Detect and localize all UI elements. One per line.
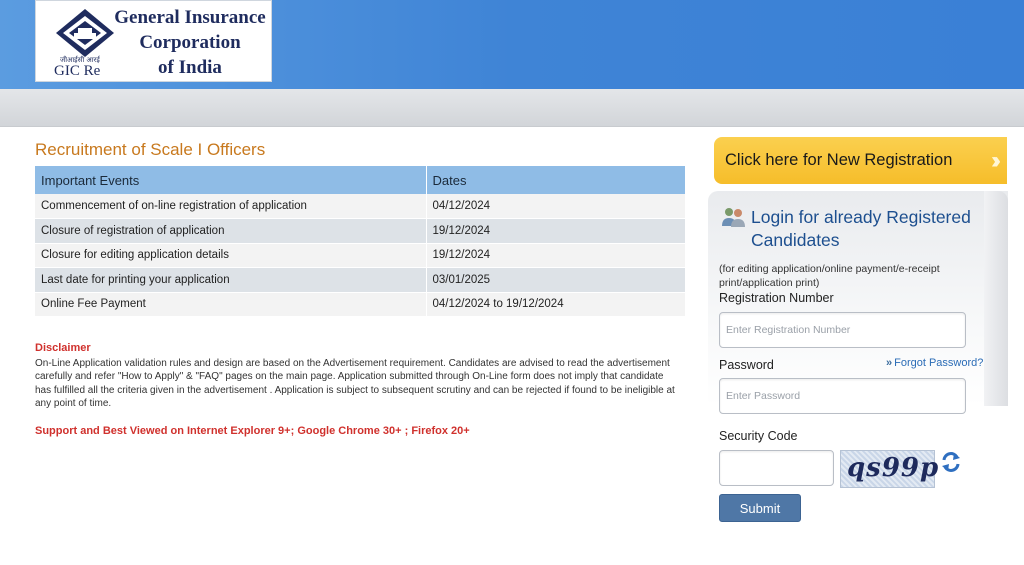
event-cell: Closure of registration of application: [35, 219, 426, 244]
date-cell: 19/12/2024: [426, 243, 686, 268]
event-cell: Commencement of on-line registration of application: [35, 194, 426, 219]
disclaimer-title: Disclaimer: [35, 342, 91, 354]
security-code-label: Security Code: [719, 429, 798, 443]
browser-support-note: Support and Best Viewed on Internet Explorer 9+; Google Chrome 30+ ; Firefox 20+: [35, 425, 470, 437]
table-row: [35, 219, 686, 244]
event-cell: Last date for printing your application: [35, 268, 426, 293]
org-name-line-2: Corporation: [139, 32, 241, 53]
registration-number-label: Registration Number: [719, 291, 834, 305]
disclaimer-text: On-Line Application validation rules and design are based on the Advertisement requirement. Candidates are advised to read the advertisement carefully and refer "How to Apply" & "FAQ" pages on the main page. Application submitted through On-Line form does not imply that candidate has fulfilled all the criteria given in the advertisement . Application is subject to subsequent scrutiny and can be rejected if found to be ineligible at any point of time.: [35, 358, 675, 409]
gic-emblem-icon: [54, 7, 116, 59]
captcha-text: qs99p: [847, 453, 940, 483]
column-header-dates: Dates: [426, 166, 686, 194]
table-row: [35, 194, 686, 219]
event-cell: Online Fee Payment: [35, 292, 426, 317]
new-registration-button[interactable]: [714, 137, 1007, 184]
registration-number-input[interactable]: [719, 312, 966, 348]
double-chevron-right-icon: ››: [991, 147, 995, 174]
column-header-events: Important Events: [35, 166, 426, 194]
date-cell: 03/01/2025: [426, 268, 686, 293]
password-input[interactable]: [719, 378, 966, 414]
refresh-captcha-icon[interactable]: [940, 451, 962, 473]
event-cell: Closure for editing application details: [35, 243, 426, 268]
logo-abbreviation: GIC Re: [54, 63, 101, 79]
table-row: [35, 268, 686, 293]
important-events-table: [35, 166, 686, 317]
double-chevron-right-icon: »: [886, 357, 891, 369]
date-cell: 19/12/2024: [426, 219, 686, 244]
login-note: (for editing application/online payment/e-receipt print/application print): [719, 263, 940, 289]
org-name-line-3: of India: [158, 57, 222, 78]
submit-button[interactable]: Submit: [719, 494, 801, 522]
logo-hindi-text: जीआईसी आरई: [60, 56, 100, 64]
forgot-password-label: Forgot Password?: [894, 357, 984, 369]
table-row: [35, 292, 686, 317]
table-row: [35, 243, 686, 268]
page-title: Recruitment of Scale I Officers: [35, 140, 266, 159]
table-header-row: [35, 166, 686, 194]
forgot-password-link[interactable]: [886, 357, 983, 369]
org-name-line-1: General Insurance: [114, 7, 266, 28]
security-code-input[interactable]: [719, 450, 834, 486]
date-cell: 04/12/2024: [426, 194, 686, 219]
new-registration-label: Click here for New Registration: [725, 151, 953, 169]
organization-name: [108, 5, 272, 80]
captcha-image: [840, 450, 940, 488]
password-label: Password: [719, 358, 774, 372]
login-title: Login for already Registered Candidates: [751, 207, 971, 250]
gic-re-logo[interactable]: [35, 0, 272, 82]
users-icon: [720, 206, 746, 228]
date-cell: 04/12/2024 to 19/12/2024: [426, 292, 686, 317]
header-subbar: [0, 89, 1024, 127]
